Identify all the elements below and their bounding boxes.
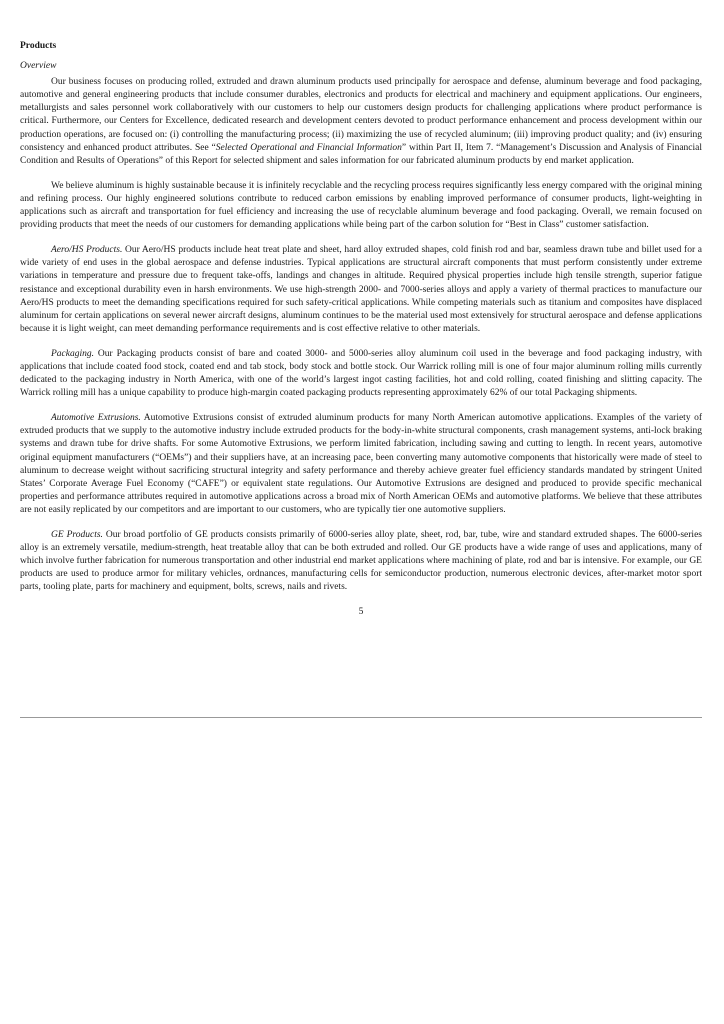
aero-lead: Aero/HS Products. [51,245,123,256]
page-number: 5 [358,607,364,618]
ge-paragraph [20,529,702,594]
overview-text-a: Our business focuses on producing rolled, extruded and drawn aluminum products used principally for aerospace and defense, aluminum beverage and food packaging, automotive and general engineering products that include consumer durables, electronics and products for electrical and machinery and equipment applications. Our engineers, metallurgists and sales personnel work collaboratively with our customers to help our customers design products for challenging applications where product performance is critical. Furthermore, our Centers for Excellence, dedicated research and development centers devoted to product performance enhancement and process development within our production operations, are focused on: (i) controlling the manufacturing process; (ii) maximizing the use of recycled aluminum; (iii) improving product quality; and (iv) ensuring consistency and enhanced product attributes. See “ [20,77,702,153]
overview-paragraph-2: We believe aluminum is highly sustainable because it is infinitely recyclable and the recycling process requires significantly less energy compared with the original mining and refining process. Our highly engineered solutions contribute to reduced carbon emissions by enabling improved performance of consumer products, light-weighting in applications such as aircraft and transportation for fuel efficiency and increasing the use of recyclable aluminum beverage and food packaging. Overall, we remain focused on providing products that meet the needs of our customers for demanding applications while being part of the carbon solution for “Best in Class” customer satisfaction. [20,180,702,231]
overview-text-b: ” within Part II, Item 7. “Management’s Discussion and Analysis of Financial Condition and Results of Operations” of this Report for selected shipment and sales information for our fabricated aluminum products by end market application. [20,142,702,166]
page-divider [20,717,702,718]
selected-info-reference: Selected Operational and Financial Information [215,142,402,153]
aero-paragraph [20,244,702,336]
section-subheading: Overview [20,61,57,72]
automotive-lead: Automotive Extrusions. [51,413,141,424]
packaging-lead: Packaging. [51,348,95,359]
automotive-text: Automotive Extrusions consist of extruded aluminum products for many North American automotive applications. Examples of the variety of extruded products that we supply to the automotive industry include extruded products for the body-in-white structural components, crash management systems, anti-lock braking systems and drawn tube for drive shafts. For some Automotive Extrusions, we perform limited fabrication, including sawing and cutting to length. In recent years, automotive original equipment manufacturers (“OEMs”) and their suppliers have, at an increasing pace, been converting many automotive components that historically were made of steel to aluminum to decrease weight without sacrificing structural integrity and safety performance and thereby achieve greater fuel efficiency standards mandated by stringent United States’ Corporate Average Fuel Economy (“CAFE”) or equivalent state regulations. Our Automotive Extrusions are designed and produced to provide specific mechanical properties and performance attributes required in automotive applications across a broad mix of North American OEMs and automotive platforms. We believe that these attributes are not easily replicated by our competitors and are important to our customers, who are typically tier one automotive suppliers. [20,413,702,515]
packaging-paragraph [20,348,702,400]
section-heading: Products [20,41,57,51]
aero-text: Our Aero/HS products include heat treat plate and sheet, hard alloy extruded shapes, cold finish rod and bar, seamless drawn tube and billet used for a wide variety of end uses in the global aerospace and defense industries. Typical applications are structural aircraft components that must perform consistently under extreme variations in temperature and pressure due to frequent take-offs, landings and changes in altitude. Required physical properties include high tensile strength, superior fatigue resistance and exceptional durability even in harsh environments. We use high-strength 2000- and 7000-series alloys and apply a variety of thermal practices to manufacture our Aero/HS products to meet the demanding specifications required for such safety-critical applications. While competing materials such as titanium and composites have displaced aluminum for certain applications on several newer aircraft designs, aluminum continues to be the material used most extensively for structural aerospace and defense applications because it is light weight, can meet demanding performance requirements and is cost effective relative to other materials. [20,245,702,334]
ge-lead: GE Products. [51,530,103,540]
overview-paragraph-1 [20,76,702,168]
automotive-paragraph [20,412,702,517]
packaging-text: Our Packaging products consist of bare and coated 3000- and 5000-series alloy aluminum coil used in the beverage and food packaging industry, with applications that include coated food stock, coated end and tab stock, body stock and bottle stock. Our Warrick rolling mill is one of four major aluminum rolling mills currently dedicated to the packaging industry in North America, with one of the world’s largest ingot casting facilities, hot and cold rolling, coated finishing and slitting capacity. The Warrick rolling mill has a unique capability to produce high-margin coated packaging products representing approximately 62% of our total Packaging shipments. [20,348,702,399]
ge-text: Our broad portfolio of GE products consists primarily of 6000-series alloy plate, sheet, rod, bar, tube, wire and standard extruded shapes. The 6000-series alloy is an extremely versatile, medium-strength, heat treatable alloy that can be both extruded and rolled. Our GE products have a wide range of uses and applications, many of which involve further fabrication for numerous transportation and other industrial end market applications where machining of plate, rod and bar is intensive. For example, our GE products are used to produce armor for military vehicles, ordnances, manufacturing cells for semiconductor production, numerous electronic devices, after-market motor sport parts, tooling plate, parts for machinery and equipment, bolts, screws, nails and rivets. [20,530,702,593]
document-page [20,40,702,620]
